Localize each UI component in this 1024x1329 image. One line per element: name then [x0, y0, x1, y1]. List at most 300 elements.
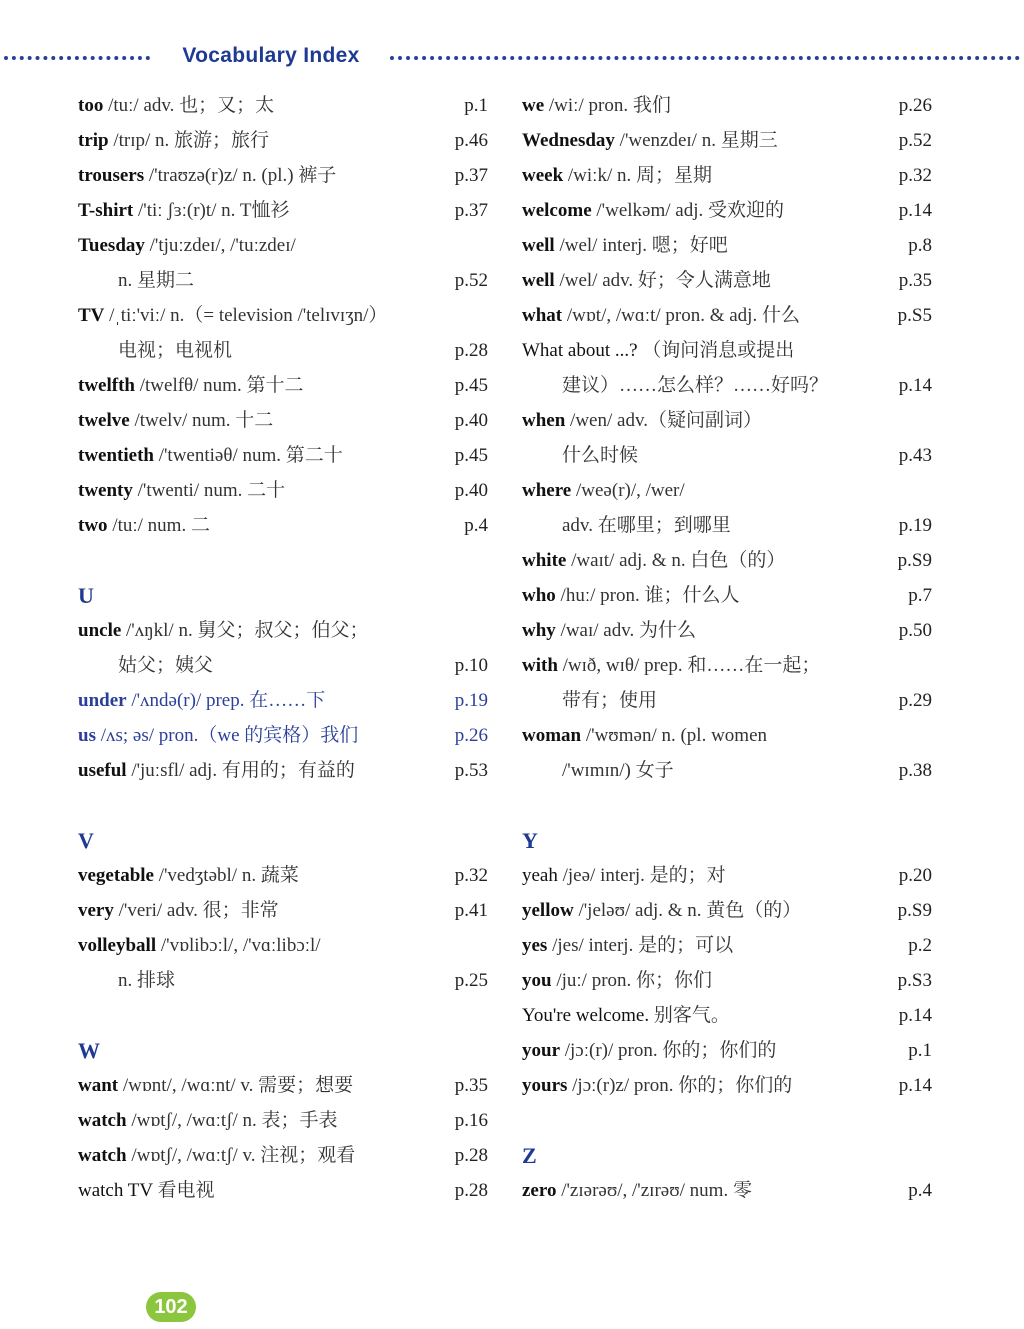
page-number-badge: 102: [146, 1292, 196, 1322]
section-letter: U: [78, 583, 94, 608]
vocab-entry: [522, 648, 932, 718]
vocab-entry: [78, 403, 488, 438]
entry-word: trousers: [78, 165, 145, 186]
entry-word: well: [522, 270, 555, 291]
entry-text: [78, 473, 285, 508]
entry-continuation-line: [522, 683, 932, 718]
vocab-entry: [522, 333, 932, 403]
entry-word: zero: [522, 1180, 557, 1201]
vocab-entry: [78, 613, 488, 683]
vocab-entry: [522, 1173, 932, 1208]
entry-page-ref: p.35: [454, 1075, 488, 1096]
entry-page-ref: p.16: [454, 1110, 488, 1131]
vocab-entry: [522, 158, 932, 193]
header-dots-left: [4, 56, 150, 60]
entry-definition: /'ʌndə(r)/ prep. 在……下: [131, 690, 326, 711]
entry-line: [522, 228, 932, 263]
entry-text: [78, 368, 303, 403]
entry-line: [78, 88, 488, 123]
entry-page-ref: p.41: [454, 900, 488, 921]
entry-text: [78, 158, 336, 193]
entry-definition: /ˌtiː'viː/ n.（= television /'telɪvɪʒn/）: [109, 305, 388, 326]
vocab-entry: [78, 753, 488, 788]
entry-text: [78, 438, 343, 473]
vocab-entry: [522, 963, 932, 998]
entry-continuation-line: [78, 963, 488, 998]
entry-line: [78, 613, 488, 648]
vocab-entry: [78, 928, 488, 998]
entry-definition: /wel/ interj. 嗯；好吧: [559, 235, 728, 256]
vocab-entry: [78, 858, 488, 893]
entry-page-ref: p.4: [464, 515, 488, 536]
entry-text: [522, 1068, 792, 1103]
entry-continuation-line: [78, 333, 488, 368]
entry-text: [78, 228, 296, 263]
entry-text: [78, 508, 210, 543]
vocab-entry: [78, 298, 488, 368]
entry-line: [78, 1138, 488, 1173]
entry-word: yeah: [522, 865, 558, 886]
entry-word: useful: [78, 760, 127, 781]
entry-continuation-line: [522, 508, 932, 543]
entry-line: [522, 578, 932, 613]
entry-page-ref: p.46: [454, 130, 488, 151]
entry-page-ref: p.8: [908, 235, 932, 256]
entry-text: [522, 123, 778, 158]
vocab-entry: [522, 543, 932, 578]
entry-text: [78, 193, 289, 228]
entry-definition: /wɒt/, /wɑːt/ pron. & adj. 什么: [566, 305, 800, 326]
entry-line: [78, 1103, 488, 1138]
entry-word: You're welcome.: [522, 1005, 650, 1026]
entry-text: [78, 1173, 215, 1208]
entry-page-ref: p.28: [454, 1145, 488, 1166]
entry-definition: /tuː/ num. 二: [112, 515, 210, 536]
entry-page-ref: p.14: [898, 1005, 932, 1026]
entry-continuation: n. 星期二: [118, 270, 195, 291]
entry-page-ref: p.S3: [897, 970, 932, 991]
entry-definition: /'jeləʊ/ adj. & n. 黄色（的）: [578, 900, 802, 921]
vocab-entry: [522, 473, 932, 543]
entry-page-ref: p.4: [908, 1180, 932, 1201]
entry-word: watch TV: [78, 1180, 153, 1201]
entry-definition: /wɒtʃ/, /wɑːtʃ/ v. 注视；观看: [131, 1145, 356, 1166]
entry-text: [78, 718, 358, 753]
vocab-entry: [78, 193, 488, 228]
entry-definition: 别客气。: [653, 1005, 730, 1026]
entry-text: [522, 298, 800, 333]
entry-line: [78, 368, 488, 403]
entry-page-ref: p.14: [898, 200, 932, 221]
entry-word: yes: [522, 935, 548, 956]
entry-text: [78, 1103, 337, 1138]
entry-page-ref: p.26: [454, 725, 488, 746]
entry-text: [522, 858, 726, 893]
entry-definition: 看电视: [157, 1180, 215, 1201]
entry-word: trip: [78, 130, 109, 151]
entry-text: [522, 403, 762, 438]
entry-line: [78, 928, 488, 963]
entry-line: [522, 473, 932, 508]
entry-text: [522, 263, 771, 298]
entry-text: [78, 123, 269, 158]
entry-text: [522, 543, 785, 578]
vocab-entry: [522, 403, 932, 473]
entry-line: [522, 648, 932, 683]
entry-text: [522, 1033, 776, 1068]
entry-text: [522, 928, 733, 963]
entry-continuation: n. 排球: [118, 970, 176, 991]
entry-page-ref: p.52: [454, 270, 488, 291]
vocab-entry: [78, 718, 488, 753]
entry-definition: /wɒnt/, /wɑːnt/ v. 需要；想要: [122, 1075, 354, 1096]
entry-line: [78, 158, 488, 193]
vocab-entry: [522, 263, 932, 298]
entry-line: [78, 473, 488, 508]
entry-continuation-line: [78, 263, 488, 298]
vocab-entry: [522, 858, 932, 893]
entry-word: white: [522, 550, 567, 571]
entry-word: yours: [522, 1075, 568, 1096]
entry-text: [522, 963, 712, 998]
entry-word: very: [78, 900, 114, 921]
entry-word: watch: [78, 1145, 127, 1166]
entry-continuation: adv. 在哪里；到哪里: [562, 515, 731, 536]
entry-line: [78, 753, 488, 788]
entry-line: [522, 263, 932, 298]
entry-line: [78, 438, 488, 473]
entry-line: [522, 928, 932, 963]
vocab-entry: [78, 228, 488, 298]
entry-line: [522, 1173, 932, 1208]
entry-page-ref: p.40: [454, 410, 488, 431]
entry-page-ref: p.29: [898, 690, 932, 711]
entry-definition: /twelv/ num. 十二: [134, 410, 274, 431]
entry-text: [78, 298, 387, 333]
vocab-entry: [522, 718, 932, 788]
entry-text: [522, 613, 696, 648]
entry-continuation: 姑父；姨父: [118, 655, 214, 676]
entry-line: [78, 123, 488, 158]
entry-definition: /wɪð, wɪθ/ prep. 和……在一起；: [562, 655, 821, 676]
entry-line: [78, 858, 488, 893]
vocab-entry: [78, 473, 488, 508]
entry-page-ref: p.20: [898, 865, 932, 886]
section-letter: W: [78, 1038, 100, 1063]
page-title: Vocabulary Index: [182, 44, 360, 67]
entry-word: watch: [78, 1110, 127, 1131]
vocab-entry: [78, 893, 488, 928]
entry-continuation: 电视；电视机: [118, 340, 233, 361]
entry-page-ref: p.S5: [897, 305, 932, 326]
header-dots-right: [390, 56, 1020, 60]
entry-line: [78, 193, 488, 228]
vocab-entry: [522, 893, 932, 928]
entry-line: [522, 963, 932, 998]
entry-word: you: [522, 970, 552, 991]
entry-text: [522, 193, 784, 228]
entry-page-ref: p.53: [454, 760, 488, 781]
vocab-entry: [78, 368, 488, 403]
entry-definition: /'tjuːzdeɪ/, /'tuːzdeɪ/: [149, 235, 296, 256]
entry-page-ref: p.19: [898, 515, 932, 536]
entry-definition: （询问消息或提出: [642, 340, 795, 361]
entry-continuation: 什么时候: [562, 445, 639, 466]
entry-text: [78, 1138, 355, 1173]
entry-page-ref: p.45: [454, 375, 488, 396]
entry-page-ref: p.37: [454, 165, 488, 186]
vocab-entry: [78, 158, 488, 193]
entry-line: [522, 158, 932, 193]
left-column: [78, 88, 488, 1208]
entry-word: two: [78, 515, 108, 536]
entry-text: [522, 893, 801, 928]
entry-definition: /wel/ adv. 好；令人满意地: [559, 270, 771, 291]
entry-line: [78, 228, 488, 263]
entry-word: twelfth: [78, 375, 135, 396]
entry-word: yellow: [522, 900, 574, 921]
entry-page-ref: p.45: [454, 445, 488, 466]
entry-text: [78, 753, 355, 788]
entry-definition: /jeə/ interj. 是的；对: [562, 865, 726, 886]
entry-line: [522, 88, 932, 123]
entry-definition: /waɪt/ adj. & n. 白色（的）: [571, 550, 786, 571]
vocab-entry: [78, 1103, 488, 1138]
vocab-entry: [78, 88, 488, 123]
section-letter: Z: [522, 1143, 537, 1168]
entry-definition: /jɔː(r)/ pron. 你的；你们的: [564, 1040, 777, 1061]
entry-definition: /'traʊzə(r)z/ n. (pl.) 裤子: [148, 165, 337, 186]
entry-line: [78, 718, 488, 753]
entry-definition: /'zɪərəʊ/, /'zɪrəʊ/ num. 零: [561, 1180, 752, 1201]
entry-page-ref: p.43: [898, 445, 932, 466]
entry-definition: /wɒtʃ/, /wɑːtʃ/ n. 表；手表: [131, 1110, 338, 1131]
entry-word: TV: [78, 305, 105, 326]
entry-page-ref: p.2: [908, 935, 932, 956]
entry-page-ref: p.1: [908, 1040, 932, 1061]
section-letter: V: [78, 828, 94, 853]
vocab-entry: [522, 928, 932, 963]
entry-continuation: 建议）……怎么样？……好吗？: [562, 375, 829, 396]
entry-text: [78, 88, 274, 123]
entry-word: what: [522, 305, 563, 326]
entry-page-ref: p.28: [454, 1180, 488, 1201]
entry-line: [522, 1068, 932, 1103]
entry-line: [78, 403, 488, 438]
entry-text: [78, 613, 368, 648]
entry-definition: /huː/ pron. 谁；什么人: [560, 585, 740, 606]
page-header: [0, 44, 1024, 72]
entry-word: woman: [522, 725, 582, 746]
vocab-entry: [522, 1033, 932, 1068]
entry-page-ref: p.32: [898, 165, 932, 186]
vocab-entry: [522, 123, 932, 158]
entry-definition: /'vɒlibɔːl/, /'vɑːlibɔːl/: [160, 935, 321, 956]
vocab-entry: [78, 683, 488, 718]
entry-line: [522, 998, 932, 1033]
entry-word: with: [522, 655, 558, 676]
entry-line: [522, 123, 932, 158]
entry-word: want: [78, 1075, 119, 1096]
entry-definition: /wen/ adv.（疑问副词）: [570, 410, 762, 431]
entry-word: well: [522, 235, 555, 256]
entry-continuation-line: [522, 368, 932, 403]
entry-definition: /jes/ interj. 是的；可以: [552, 935, 734, 956]
entry-page-ref: p.32: [454, 865, 488, 886]
entry-page-ref: p.37: [454, 200, 488, 221]
entry-definition: /'welkəm/ adj. 受欢迎的: [596, 200, 784, 221]
entry-word: uncle: [78, 620, 122, 641]
entry-line: [522, 1033, 932, 1068]
vocab-entry: [522, 998, 932, 1033]
entry-page-ref: p.7: [908, 585, 932, 606]
entry-line: [522, 403, 932, 438]
entry-text: [522, 1173, 752, 1208]
entry-page-ref: p.52: [898, 130, 932, 151]
entry-word: who: [522, 585, 556, 606]
entry-text: [78, 403, 273, 438]
entry-page-ref: p.40: [454, 480, 488, 501]
entry-word: welcome: [522, 200, 592, 221]
entry-line: [522, 718, 932, 753]
entry-text: [522, 998, 730, 1033]
vocab-entry: [78, 1138, 488, 1173]
entry-word: when: [522, 410, 566, 431]
entry-definition: /'wenzdeɪ/ n. 星期三: [619, 130, 778, 151]
entry-definition: /'twentiəθ/ num. 第二十: [158, 445, 343, 466]
vocab-entry: [522, 298, 932, 333]
entry-page-ref: p.19: [454, 690, 488, 711]
entry-text: [78, 858, 299, 893]
entry-text: [522, 578, 739, 613]
vocab-entry: [78, 123, 488, 158]
entry-text: [78, 683, 325, 718]
entry-text: [522, 228, 728, 263]
vocab-entry: [78, 438, 488, 473]
entry-text: [522, 333, 794, 368]
entry-line: [522, 298, 932, 333]
entry-word: Tuesday: [78, 235, 145, 256]
entry-continuation: /'wɪmɪn/) 女子: [562, 760, 674, 781]
vocab-entry: [522, 228, 932, 263]
entry-text: [78, 928, 321, 963]
entry-text: [522, 648, 820, 683]
vocab-entry: [78, 1068, 488, 1103]
entry-word: volleyball: [78, 935, 157, 956]
entry-word: twentieth: [78, 445, 154, 466]
entry-definition: /'veri/ adv. 很；非常: [118, 900, 279, 921]
entry-word: twenty: [78, 480, 133, 501]
entry-definition: /juː/ pron. 你；你们: [556, 970, 713, 991]
section-letter: Y: [522, 828, 538, 853]
entry-line: [78, 1173, 488, 1208]
entry-page-ref: p.28: [454, 340, 488, 361]
entry-definition: /'ʌŋkl/ n. 舅父；叔父；伯父；: [126, 620, 369, 641]
vocab-entry: [522, 578, 932, 613]
entry-word: your: [522, 1040, 560, 1061]
entry-definition: /wiːk/ n. 周；星期: [567, 165, 712, 186]
entry-word: T-shirt: [78, 200, 134, 221]
entry-definition: /trɪp/ n. 旅游；旅行: [113, 130, 270, 151]
vocab-entry: [522, 1068, 932, 1103]
entry-page-ref: p.14: [898, 375, 932, 396]
entry-line: [522, 333, 932, 368]
entry-definition: /'twenti/ num. 二十: [137, 480, 286, 501]
entry-page-ref: p.25: [454, 970, 488, 991]
entry-line: [522, 543, 932, 578]
vocab-entry: [522, 88, 932, 123]
entry-page-ref: p.10: [454, 655, 488, 676]
entry-word: too: [78, 95, 104, 116]
entry-word: under: [78, 690, 127, 711]
entry-page-ref: p.14: [898, 1075, 932, 1096]
entry-definition: /tuː/ adv. 也；又；太: [108, 95, 275, 116]
entry-line: [78, 893, 488, 928]
entry-word: why: [522, 620, 556, 641]
entry-line: [78, 1068, 488, 1103]
vocab-entry: [78, 1173, 488, 1208]
entry-definition: /twelfθ/ num. 第十二: [139, 375, 304, 396]
entry-line: [78, 298, 488, 333]
entry-word: where: [522, 480, 572, 501]
vocab-entry: [78, 508, 488, 543]
entry-word: Wednesday: [522, 130, 615, 151]
vocab-entry: [522, 193, 932, 228]
entry-text: [78, 1068, 353, 1103]
entry-definition: /'tiː ʃɜː(r)t/ n. T恤衫: [138, 200, 290, 221]
entry-line: [78, 683, 488, 718]
entry-line: [522, 613, 932, 648]
entry-page-ref: p.1: [464, 95, 488, 116]
entry-definition: /waɪ/ adv. 为什么: [560, 620, 696, 641]
entry-continuation-line: [522, 438, 932, 473]
entry-word: we: [522, 95, 545, 116]
entry-text: [522, 88, 671, 123]
vocab-entry: [522, 613, 932, 648]
entry-word: us: [78, 725, 96, 746]
entry-text: [522, 158, 712, 193]
entry-word: week: [522, 165, 564, 186]
entry-page-ref: p.S9: [897, 900, 932, 921]
entry-continuation-line: [522, 753, 932, 788]
entry-text: [522, 473, 685, 508]
entry-line: [522, 893, 932, 928]
entry-line: [522, 858, 932, 893]
entry-page-ref: p.26: [898, 95, 932, 116]
right-column: [522, 88, 932, 1208]
entry-definition: /jɔː(r)z/ pron. 你的；你们的: [572, 1075, 793, 1096]
entry-definition: /wiː/ pron. 我们: [548, 95, 671, 116]
entry-definition: /'vedʒtəbl/ n. 蔬菜: [158, 865, 299, 886]
entry-definition: /'wʊmən/ n. (pl. women: [585, 725, 768, 746]
entry-word: What about ...?: [522, 340, 638, 361]
entry-definition: /weə(r)/, /wer/: [576, 480, 685, 501]
entry-continuation-line: [78, 648, 488, 683]
entry-definition: /'juːsfl/ adj. 有用的；有益的: [131, 760, 355, 781]
entry-page-ref: p.38: [898, 760, 932, 781]
entry-word: twelve: [78, 410, 130, 431]
entry-line: [522, 193, 932, 228]
entry-text: [522, 718, 767, 753]
entry-page-ref: p.35: [898, 270, 932, 291]
entry-page-ref: p.50: [898, 620, 932, 641]
entry-line: [78, 508, 488, 543]
entry-word: vegetable: [78, 865, 154, 886]
entry-page-ref: p.S9: [897, 550, 932, 571]
entry-definition: /ʌs; əs/ pron.（we 的宾格）我们: [100, 725, 359, 746]
entry-continuation: 带有；使用: [562, 690, 658, 711]
entry-text: [78, 893, 279, 928]
